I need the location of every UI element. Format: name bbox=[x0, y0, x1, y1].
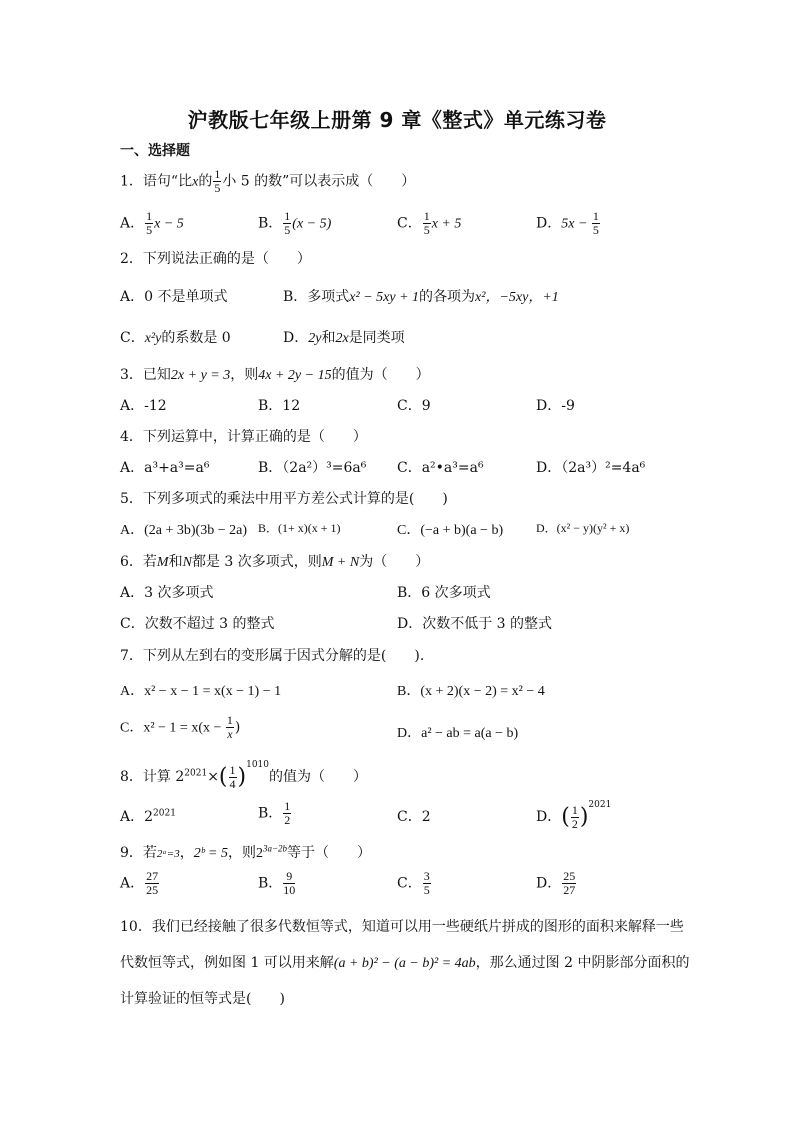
question-10-line-2: 代数恒等式，例如图 1 可以用来解(a + b)² − (a − b)² = 4ab，那么通过图 2 中阴影部分面积的 bbox=[120, 955, 690, 971]
question-4-option-a: A．a³+a³=a⁶ bbox=[120, 460, 210, 476]
question-9-option-c: C． $\frac{3}{5}$ bbox=[397, 869, 430, 897]
question-1-option-b: B． $\frac{1}{5}$ (x − 5) bbox=[258, 209, 332, 237]
page-title: 沪教版七年级上册第 9 章《整式》单元练习卷 bbox=[187, 108, 607, 132]
question-5-option-b: B．(1+ x)(x + 1) bbox=[258, 521, 341, 535]
question-8-option-d: D．( $\frac{1}{2}$ )$^{2021}$ bbox=[536, 800, 612, 831]
question-7-option-a: A．x² − x − 1 = x(x − 1) − 1 bbox=[120, 684, 282, 699]
question-2-option-a: A．0 不是单项式 bbox=[120, 289, 228, 305]
question-4-option-b: B．（2a²）³=6a⁶ bbox=[258, 460, 367, 476]
question-3-option-d: D．-9 bbox=[536, 398, 575, 414]
section-heading: 一、选择题 bbox=[120, 143, 190, 159]
question-2-option-b: B．多项式x² − 5xy + 1的各项为x²，−5xy，+1 bbox=[283, 289, 559, 305]
fraction: $\frac{1}{5}$ bbox=[214, 167, 221, 195]
question-10-line-1: 10．我们已经接触了很多代数恒等式，知道可以用一些硬纸片拼成的图形的面积来解释一些 bbox=[120, 919, 684, 935]
question-1-option-d: D．5x − $\frac{1}{5}$ bbox=[536, 209, 599, 237]
question-3-stem: 3．已知2x + y = 3，则4x + 2y − 15的值为（ ） bbox=[120, 367, 430, 383]
question-1-option-a: A． $\frac{1}{5}$ x − 5 bbox=[120, 209, 184, 237]
question-9-option-d: D． $\frac{25}{27}$ bbox=[536, 869, 576, 897]
question-9-stem: 9．若2ᵃ=3，2ᵇ = 5，则$2^{3a-2b}$等于（ ） bbox=[120, 843, 372, 861]
question-8-option-b: B． $\frac{1}{2}$ bbox=[258, 799, 291, 827]
question-10-line-3: 计算验证的恒等式是( ) bbox=[120, 991, 285, 1007]
question-9-option-b: B． $\frac{9}{10}$ bbox=[258, 869, 296, 897]
question-5-stem: 5．下列多项式的乘法中用平方差公式计算的是( ) bbox=[120, 491, 448, 507]
question-5-option-a: A．(2a + 3b)(3b − 2a) bbox=[120, 523, 247, 538]
question-2-option-c: C．x²y的系数是 0 bbox=[120, 330, 231, 346]
question-3-option-a: A．-12 bbox=[120, 398, 167, 414]
question-6-stem: 6．若M和N都是 3 次多项式，则M + N为（ ） bbox=[120, 554, 430, 570]
question-1-stem: 1．语句“比x的 $\frac{1}{5}$ 小 5 的数”可以表示成（ ） bbox=[120, 167, 416, 195]
question-4-option-d: D．（2a³）²=4a⁶ bbox=[536, 460, 646, 476]
question-5-option-c: C．(−a + b)(a − b) bbox=[397, 523, 504, 538]
question-8-stem: 8．计算 $2^{2021}\times$( $\frac{1}{4}$ )$^{1010}$的值为（ ） bbox=[120, 760, 368, 791]
question-7-option-b: B．(x + 2)(x − 2) = x² − 4 bbox=[397, 684, 545, 699]
question-2-option-d: D．2y和2x是同类项 bbox=[283, 330, 405, 346]
question-1-option-c: C． $\frac{1}{5}$ x + 5 bbox=[397, 209, 462, 237]
question-8-option-c: C．2 bbox=[397, 809, 431, 825]
question-8-option-a: A．$2^{2021}$ bbox=[120, 808, 176, 825]
question-6-option-a: A．3 次多项式 bbox=[120, 585, 214, 601]
question-4-stem: 4．下列运算中，计算正确的是（ ） bbox=[120, 429, 367, 445]
question-7-stem: 7．下列从左到右的变形属于因式分解的是( ). bbox=[120, 648, 425, 664]
question-4-option-c: C．a²•a³=a⁶ bbox=[397, 460, 484, 476]
question-9-option-a: A． $\frac{27}{25}$ bbox=[120, 869, 159, 897]
question-2-stem: 2．下列说法正确的是（ ） bbox=[120, 251, 311, 267]
question-6-option-c: C．次数不超过 3 的整式 bbox=[120, 616, 275, 632]
question-7-option-c: C．x² − 1 = x(x − $\frac{1}{x}$ ) bbox=[120, 713, 241, 741]
question-7-option-d: D．a² − ab = a(a − b) bbox=[397, 726, 519, 741]
question-6-option-d: D．次数不低于 3 的整式 bbox=[397, 616, 553, 632]
question-3-option-c: C．9 bbox=[397, 398, 431, 414]
question-3-option-b: B．12 bbox=[258, 398, 301, 414]
question-5-option-d: D．(x² − y)(y² + x) bbox=[536, 521, 630, 535]
question-6-option-b: B．6 次多项式 bbox=[397, 585, 491, 601]
